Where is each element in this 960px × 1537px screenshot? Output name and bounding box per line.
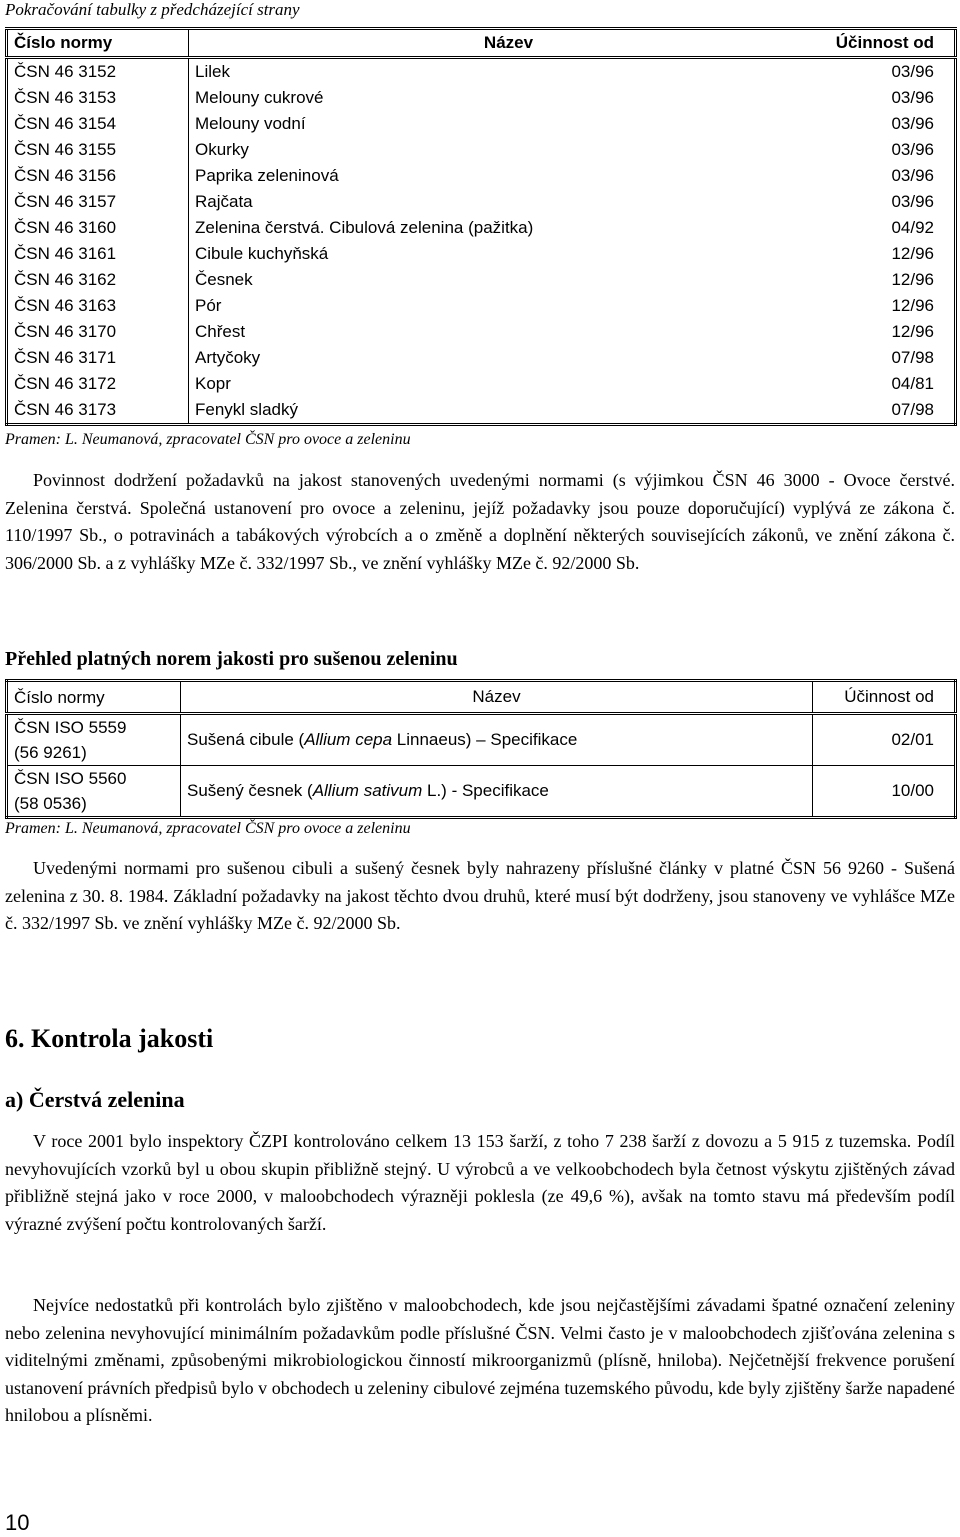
standard-code: ČSN 46 3172 (7, 371, 189, 397)
standard-date: 12/96 (891, 296, 934, 315)
standard-name: Cibule kuchyňská (195, 244, 329, 263)
standard-code: ČSN 46 3161 (7, 241, 189, 267)
table-row (7, 189, 956, 215)
table-row (7, 215, 956, 241)
standard-code: ČSN 46 3163 (7, 293, 189, 319)
standard-name: Kopr (195, 374, 231, 393)
paragraph-obligation: Povinnost dodržení požadavků na jakost stanovených uvedenými normami (s výjimkou ČSN 46 3000 - Ovoce čerstvé. Zelenina čerstvá. Společná ustanovení pro ovoce a zeleninu, jejíž požadavky jsou pouze doporučující) vyplývá ze zákona č. 110/1997 Sb., o potravinách a tabákových výrobcích a o změně a doplnění některých souvisejících zákonů, ve znění zákona č. 306/2000 Sb. a z vyhlášky MZe č. 332/1997 Sb., ve znění vyhlášky MZe č. 92/2000 Sb. (5, 470, 955, 573)
standard-code: ČSN 46 3173 (7, 397, 189, 425)
dried-vegetable-standards-table (5, 679, 957, 819)
table-header-row (7, 29, 956, 58)
header-code: Číslo normy (7, 29, 189, 58)
table-row (7, 397, 956, 425)
table-row (7, 241, 956, 267)
table-row (7, 267, 956, 293)
table-row (7, 111, 956, 137)
standard-date: 10/00 (813, 766, 956, 818)
subsection-heading-fresh: a) Čerstvá zelenina (5, 1087, 185, 1112)
standard-name: Rajčata (195, 192, 253, 211)
standard-date: 04/81 (891, 374, 934, 393)
standard-name: Chřest (195, 322, 246, 341)
standard-name: Lilek (195, 62, 230, 81)
standard-code: ČSN 46 3157 (7, 189, 189, 215)
header-name: Název (189, 29, 829, 58)
standard-code: ČSN 46 3155 (7, 137, 189, 163)
standard-code: ČSN 46 3171 (7, 345, 189, 371)
standard-date: 12/96 (891, 270, 934, 289)
standard-date: 03/96 (891, 88, 934, 107)
standard-name: Fenykl sladký (195, 400, 298, 419)
standard-code: ČSN 46 3154 (7, 111, 189, 137)
standard-name: Pór (195, 296, 222, 315)
standard-date: 12/96 (891, 322, 934, 341)
standard-date: 02/01 (813, 714, 956, 766)
standard-date: 03/96 (891, 62, 934, 81)
standard-name: Okurky (195, 140, 249, 159)
table-row (7, 85, 956, 111)
table-row (7, 163, 956, 189)
standard-date: 07/98 (891, 348, 934, 367)
page-number: 10 (5, 1510, 30, 1535)
paragraph-deficiencies: Nejvíce nedostatků při kontrolách bylo zjištěno v maloobchodech, kde jsou nejčastějšími závadami špatné označení zeleniny nebo zelenina nevyhovující minimálním požadavkům podle příslušné ČSN. Velmi často je v maloobchodech zjišťována zelenina s viditelnými změnami, způsobenými mikrobiologickou činností mikroorganizmů (plísně, hniloba). Nejčetnější frekvence porušení ustanovení právních předpisů bylo v obchodech u zeleniny cibulové zejména tuzemského původu, kde byly zjištěny šarže napadené hnilobou a plísněmi. (5, 1295, 955, 1425)
table-source-note: Pramen: L. Neumanová, zpracovatel ČSN pro ovoce a zeleninu (5, 431, 411, 448)
header-code: Číslo normy (7, 681, 181, 714)
standard-date: 03/96 (891, 114, 934, 133)
standard-name: Sušený česnek (Allium sativum L.) - Specifikace (181, 766, 813, 818)
vegetable-standards-table (5, 27, 957, 426)
standard-name: Zelenina čerstvá. Cibulová zelenina (pažitka) (195, 218, 534, 237)
table-row (7, 319, 956, 345)
standard-code: ČSN 46 3170 (7, 319, 189, 345)
standard-date: 12/96 (891, 244, 934, 263)
table-header-row (7, 681, 956, 714)
standard-date: 07/98 (891, 400, 934, 419)
standard-code: ČSN 46 3156 (7, 163, 189, 189)
table-row (7, 766, 956, 818)
standard-name: Artyčoky (195, 348, 261, 367)
header-name: Název (181, 681, 813, 714)
table-row (7, 345, 956, 371)
table-row (7, 714, 956, 766)
paragraph-inspection: V roce 2001 bylo inspektory ČZPI kontrolováno celkem 13 153 šarží, z toho 7 238 šarží z dovozu a 5 915 z tuzemska. Podíl nevyhovujících vzorků byl u obou skupin přibližně stejný. U výrobců a ve velkoobchodech byla četnost výskytu zjištěných závad přibližně stejná jako v roce 2000, v maloobchodech výrazněji poklesla (ze 49,6 %), avšak na tomto stavu má především podíl výrazné zvýšení počtu kontrolovaných šarží. (5, 1131, 955, 1234)
standard-code: ČSN 46 3153 (7, 85, 189, 111)
standard-date: 03/96 (891, 192, 934, 211)
standard-date: 03/96 (891, 166, 934, 185)
header-date: Účinnost od (813, 681, 956, 714)
standard-name: Sušená cibule (Allium cepa Linnaeus) – Specifikace (181, 714, 813, 766)
section-heading-dried: Přehled platných norem jakosti pro sušenou zeleninu (5, 648, 458, 670)
standard-name: Melouny cukrové (195, 88, 324, 107)
section-heading-quality-control: 6. Kontrola jakosti (5, 1024, 214, 1053)
standard-code: ČSN 46 3160 (7, 215, 189, 241)
table-row (7, 293, 956, 319)
standard-date: 03/96 (891, 140, 934, 159)
standard-code: ČSN ISO 5560 (58 0536) (7, 766, 181, 818)
paragraph-dried-standards: Uvedenými normami pro sušenou cibuli a sušený česnek byly nahrazeny příslušné články v platné ČSN 56 9260 - Sušená zelenina z 30. 8. 1984. Základní požadavky na jakost těchto dvou druhů, které musí být dodrženy, jsou stanoveny ve vyhlášce MZe č. 332/1997 Sb. ve znění vyhlášky MZe č. 92/2000 Sb. (5, 858, 955, 933)
standard-date: 04/92 (891, 218, 934, 237)
standard-name: Melouny vodní (195, 114, 306, 133)
standard-code: ČSN 46 3152 (7, 58, 189, 86)
standard-name: Česnek (195, 270, 253, 289)
table-source-note: Pramen: L. Neumanová, zpracovatel ČSN pro ovoce a zeleninu (5, 820, 411, 837)
header-date: Účinnost od (828, 29, 956, 58)
table-row (7, 371, 956, 397)
standard-name: Paprika zeleninová (195, 166, 339, 185)
standard-code: ČSN 46 3162 (7, 267, 189, 293)
standard-code: ČSN ISO 5559 (56 9261) (7, 714, 181, 766)
continuation-note: Pokračování tabulky z předcházející strany (5, 0, 300, 19)
table-row (7, 137, 956, 163)
table-row (7, 58, 956, 86)
